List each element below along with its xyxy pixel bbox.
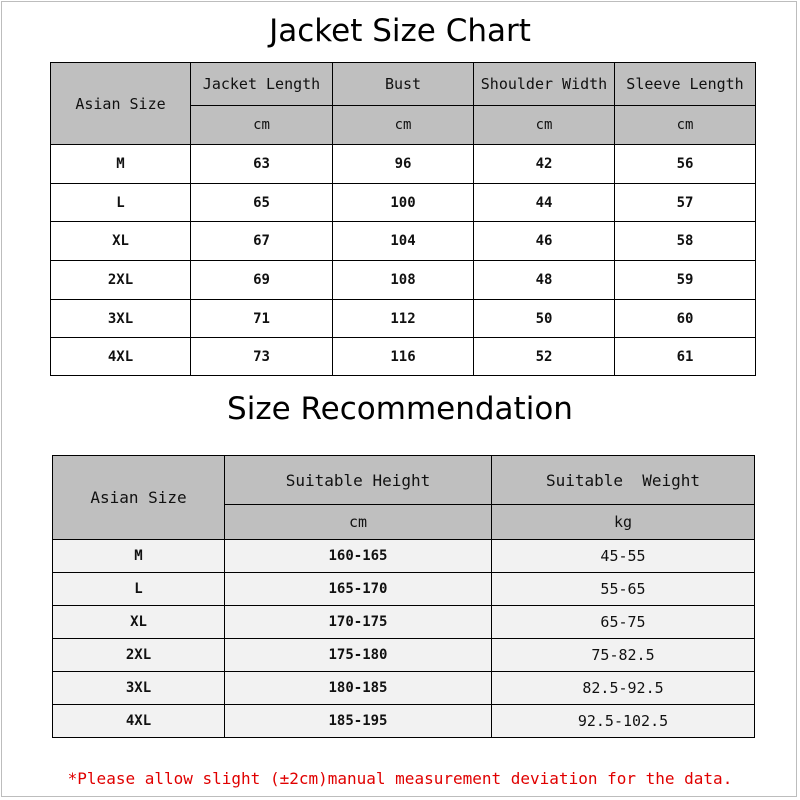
table-row [53, 639, 755, 672]
size-cell: M [53, 540, 225, 573]
table-row [53, 573, 755, 606]
value-cell: 185-195 [225, 705, 492, 738]
unit-cell: cm [474, 106, 615, 145]
table-row [51, 145, 756, 184]
value-cell: 59 [615, 261, 756, 300]
unit-cell: cm [615, 106, 756, 145]
value-cell: 180-185 [225, 672, 492, 705]
size-cell: XL [51, 222, 191, 261]
value-cell: 108 [333, 261, 474, 300]
size-cell: 2XL [51, 261, 191, 300]
value-cell: 58 [615, 222, 756, 261]
value-cell: 44 [474, 184, 615, 222]
value-cell: 96 [333, 145, 474, 184]
size-cell: M [51, 145, 191, 184]
column-header: Sleeve Length [615, 63, 756, 106]
column-header: Suitable Weight [492, 456, 755, 505]
value-cell: 65 [191, 184, 333, 222]
table-row [51, 184, 756, 222]
column-header: Bust [333, 63, 474, 106]
size-cell: 4XL [53, 705, 225, 738]
size-cell: XL [53, 606, 225, 639]
value-cell: 61 [615, 338, 756, 376]
value-cell: 55-65 [492, 573, 755, 606]
value-cell: 170-175 [225, 606, 492, 639]
table-row [51, 300, 756, 338]
value-cell: 104 [333, 222, 474, 261]
column-header: Jacket Length [191, 63, 333, 106]
value-cell: 92.5-102.5 [492, 705, 755, 738]
size-cell: L [51, 184, 191, 222]
size-cell: 3XL [51, 300, 191, 338]
value-cell: 71 [191, 300, 333, 338]
size-chart-title: Jacket Size Chart [269, 13, 531, 49]
value-cell: 48 [474, 261, 615, 300]
value-cell: 73 [191, 338, 333, 376]
value-cell: 175-180 [225, 639, 492, 672]
size-chart-table [50, 62, 756, 376]
value-cell: 100 [333, 184, 474, 222]
column-header: Suitable Height [225, 456, 492, 505]
value-cell: 67 [191, 222, 333, 261]
unit-cell: kg [492, 505, 755, 540]
value-cell: 42 [474, 145, 615, 184]
table-row [51, 222, 756, 261]
value-cell: 116 [333, 338, 474, 376]
value-cell: 69 [191, 261, 333, 300]
value-cell: 52 [474, 338, 615, 376]
value-cell: 165-170 [225, 573, 492, 606]
value-cell: 63 [191, 145, 333, 184]
unit-cell: cm [225, 505, 492, 540]
value-cell: 57 [615, 184, 756, 222]
size-cell: L [53, 573, 225, 606]
column-header: Shoulder Width [474, 63, 615, 106]
recommendation-table [52, 455, 755, 738]
unit-cell: cm [191, 106, 333, 145]
table-row [51, 338, 756, 376]
value-cell: 65-75 [492, 606, 755, 639]
table-row [51, 261, 756, 300]
size-header: Asian Size [51, 63, 191, 145]
value-cell: 82.5-92.5 [492, 672, 755, 705]
table-row [53, 540, 755, 573]
value-cell: 50 [474, 300, 615, 338]
value-cell: 112 [333, 300, 474, 338]
unit-cell: cm [333, 106, 474, 145]
value-cell: 46 [474, 222, 615, 261]
size-cell: 2XL [53, 639, 225, 672]
table-row [53, 606, 755, 639]
value-cell: 60 [615, 300, 756, 338]
value-cell: 75-82.5 [492, 639, 755, 672]
value-cell: 160-165 [225, 540, 492, 573]
value-cell: 56 [615, 145, 756, 184]
measurement-footnote: *Please allow slight (±2cm)manual measurement deviation for the data. [67, 769, 733, 788]
size-cell: 3XL [53, 672, 225, 705]
table-row [53, 705, 755, 738]
size-header: Asian Size [53, 456, 225, 540]
table-row [53, 672, 755, 705]
recommendation-title: Size Recommendation [227, 391, 573, 427]
size-cell: 4XL [51, 338, 191, 376]
value-cell: 45-55 [492, 540, 755, 573]
